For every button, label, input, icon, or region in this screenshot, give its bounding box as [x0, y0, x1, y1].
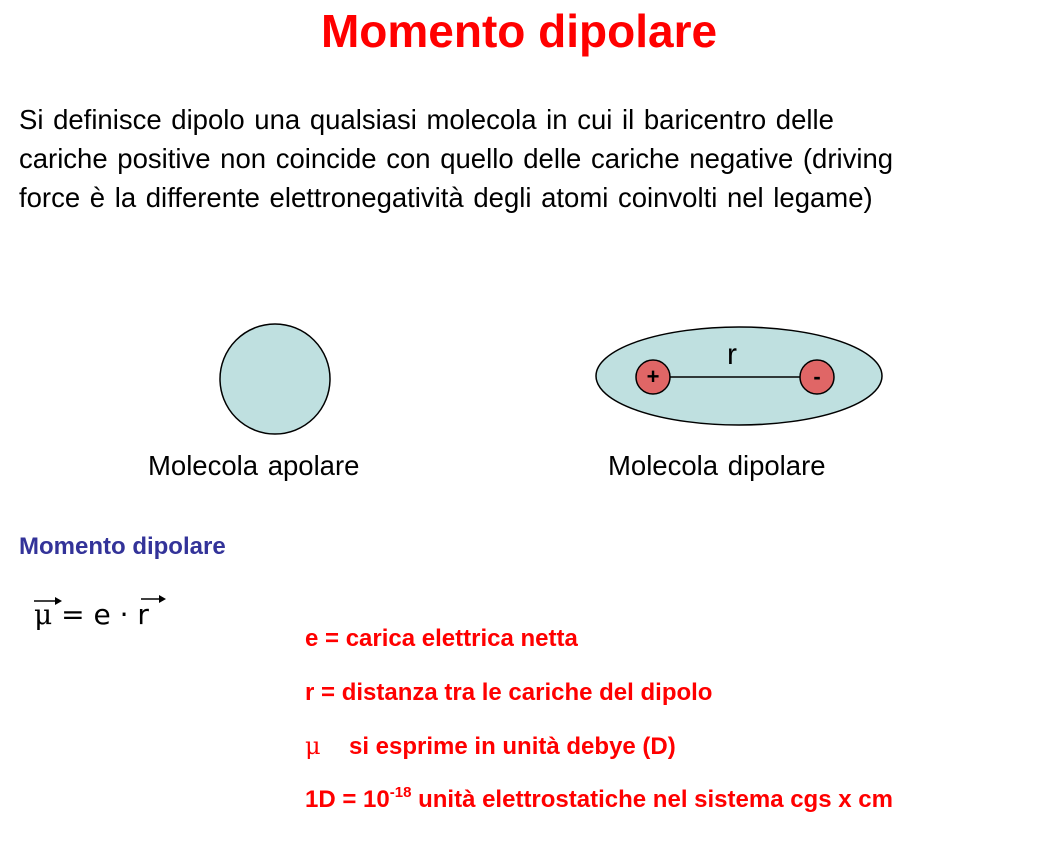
dipolar-caption: Molecola dipolare: [608, 450, 826, 481]
definition-debye: [305, 786, 893, 814]
formula-mu: μ: [34, 598, 53, 631]
apolar-molecule-circle: [220, 324, 330, 434]
definition-mu-symbol: μ: [305, 732, 321, 760]
distance-label: r: [727, 338, 737, 371]
definition-r: r = distanza tra le cariche del dipolo: [305, 679, 713, 706]
positive-charge-label: +: [646, 364, 660, 389]
section-heading: Momento dipolare: [19, 533, 226, 560]
intro-line-3: force è la differente elettronegatività degli atomi coinvolti nel legame): [19, 182, 873, 213]
page-title: Momento dipolare: [320, 5, 718, 57]
negative-charge-label: -: [813, 364, 821, 389]
formula-rest: = e · r: [52, 598, 149, 631]
definition-mu-text: si esprime in unità debye (D): [349, 733, 676, 760]
apolar-caption: Molecola apolare: [148, 450, 360, 481]
debye-exponent: -18: [389, 784, 412, 801]
intro-line-1: Si definisce dipolo una qualsiasi molecola in cui il baricentro delle: [19, 104, 834, 135]
r-vector-arrowhead: [159, 595, 166, 603]
debye-suffix: unità elettrostatiche nel sistema cgs x cm: [411, 786, 893, 813]
debye-prefix: 1D = 10: [305, 786, 390, 813]
definition-mu: [305, 732, 676, 761]
dipole-formula: [34, 598, 149, 631]
definition-e: e = carica elettrica netta: [305, 625, 578, 652]
intro-line-2: cariche positive non coincide con quello delle cariche negative (driving: [19, 143, 894, 174]
